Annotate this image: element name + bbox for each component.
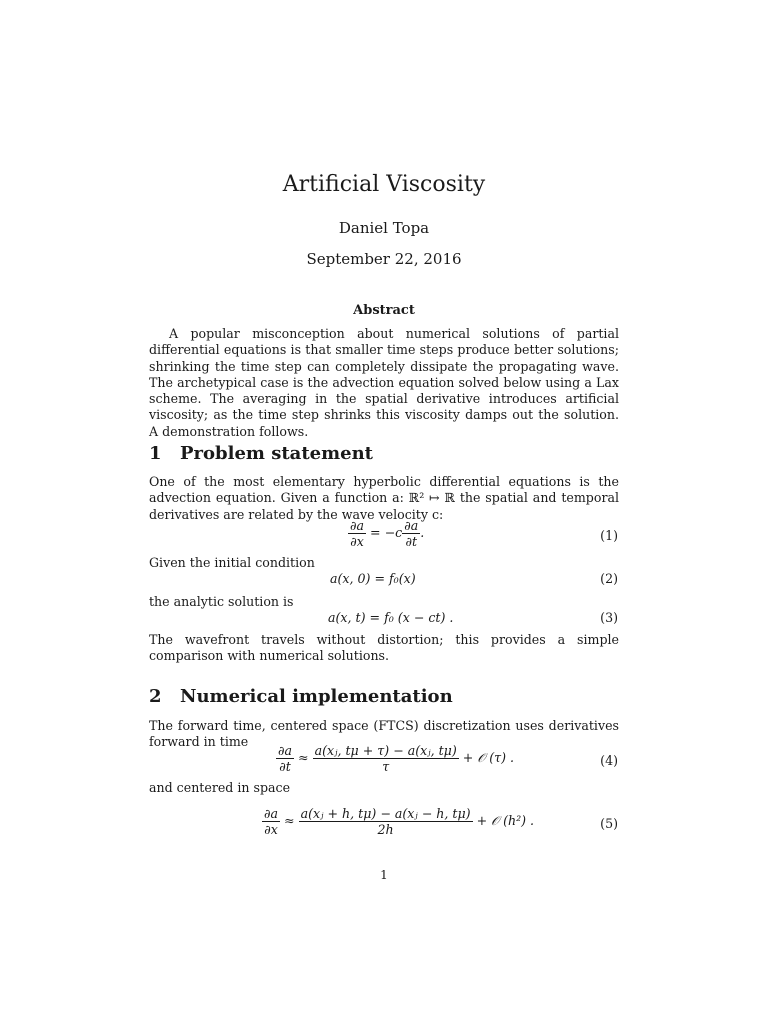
- section-title: Problem statement: [180, 443, 373, 464]
- section-1-paragraph-1: One of the most elementary hyperbolic differential equations is the advection equation. Given a function a: ℝ² ↦ ℝ the spatial and temporal derivatives are related by the wave velocity c:: [149, 474, 619, 522]
- section-title: Numerical implementation: [180, 686, 453, 707]
- page-number: 1: [380, 868, 388, 882]
- eq1-lhs-numerator: ∂a: [350, 518, 365, 533]
- equation-5: [262, 806, 534, 837]
- eq5-fraction-numerator: a(xⱼ + h, tμ) − a(xⱼ − h, tμ): [300, 806, 471, 821]
- eq4-fraction-numerator: a(xⱼ, tμ + τ) − a(xⱼ, tμ): [314, 743, 457, 758]
- equation-4-number: (4): [600, 753, 618, 768]
- section-1-paragraph-4: The wavefront travels without distortion; this provides a simple comparison with numerical solutions.: [149, 632, 619, 664]
- section-2-paragraph-1: The forward time, centered space (FTCS) discretization uses derivatives forward in time: [149, 718, 619, 750]
- section-1-paragraph-2: Given the initial condition: [149, 555, 315, 570]
- equation-1: [348, 518, 424, 549]
- paper-title: Artificial Viscosity: [282, 172, 486, 197]
- eq5-lhs-numerator: ∂a: [264, 806, 279, 821]
- eq1-middle: = −c: [370, 525, 403, 540]
- eq4-fraction-denominator: τ: [382, 759, 390, 774]
- section-1-heading: [149, 443, 373, 464]
- equation-2: a(x, 0) = f₀(x): [330, 571, 416, 586]
- equation-4: [276, 743, 514, 774]
- equation-1-number: (1): [600, 528, 618, 543]
- eq1-lhs-denominator: ∂x: [350, 534, 364, 549]
- eq5-lhs-denominator: ∂x: [264, 822, 278, 837]
- equation-3: a(x, t) = f₀ (x − ct) .: [328, 610, 454, 625]
- section-number: 2: [149, 686, 162, 707]
- eq4-tail: + 𝒪 (τ) .: [462, 750, 515, 765]
- section-1-paragraph-3: the analytic solution is: [149, 594, 294, 609]
- abstract-text: A popular misconception about numerical solutions of partial differential equations is that smaller time steps produce better solutions; shrinking the time step can completely dissipate the propagating wave. The archetypical case is the advection equation solved below using a Lax scheme. The averaging in the spatial derivative introduces artificial viscosity; as the time step shrinks this viscosity damps out the solution. A demonstration follows.: [149, 326, 619, 439]
- equation-5-number: (5): [600, 816, 618, 831]
- author-name: Daniel Topa: [338, 219, 430, 237]
- eq1-tail: .: [420, 525, 425, 540]
- eq4-lhs-numerator: ∂a: [278, 743, 293, 758]
- equation-2-number: (2): [600, 571, 618, 586]
- paper-date: September 22, 2016: [306, 250, 462, 268]
- eq1-rhs-denominator: ∂t: [405, 534, 418, 549]
- section-2-heading: [149, 686, 453, 707]
- abstract-heading: Abstract: [353, 303, 415, 318]
- eq4-approx: ≈: [298, 750, 309, 765]
- section-number: 1: [149, 443, 162, 464]
- section-2-paragraph-2: and centered in space: [149, 780, 291, 795]
- eq1-rhs-numerator: ∂a: [404, 518, 419, 533]
- equation-3-number: (3): [600, 610, 618, 625]
- eq5-approx: ≈: [284, 813, 295, 828]
- eq5-tail: + 𝒪 (h²) .: [476, 813, 535, 828]
- eq4-lhs-denominator: ∂t: [279, 759, 291, 774]
- eq5-fraction-denominator: 2h: [377, 822, 394, 837]
